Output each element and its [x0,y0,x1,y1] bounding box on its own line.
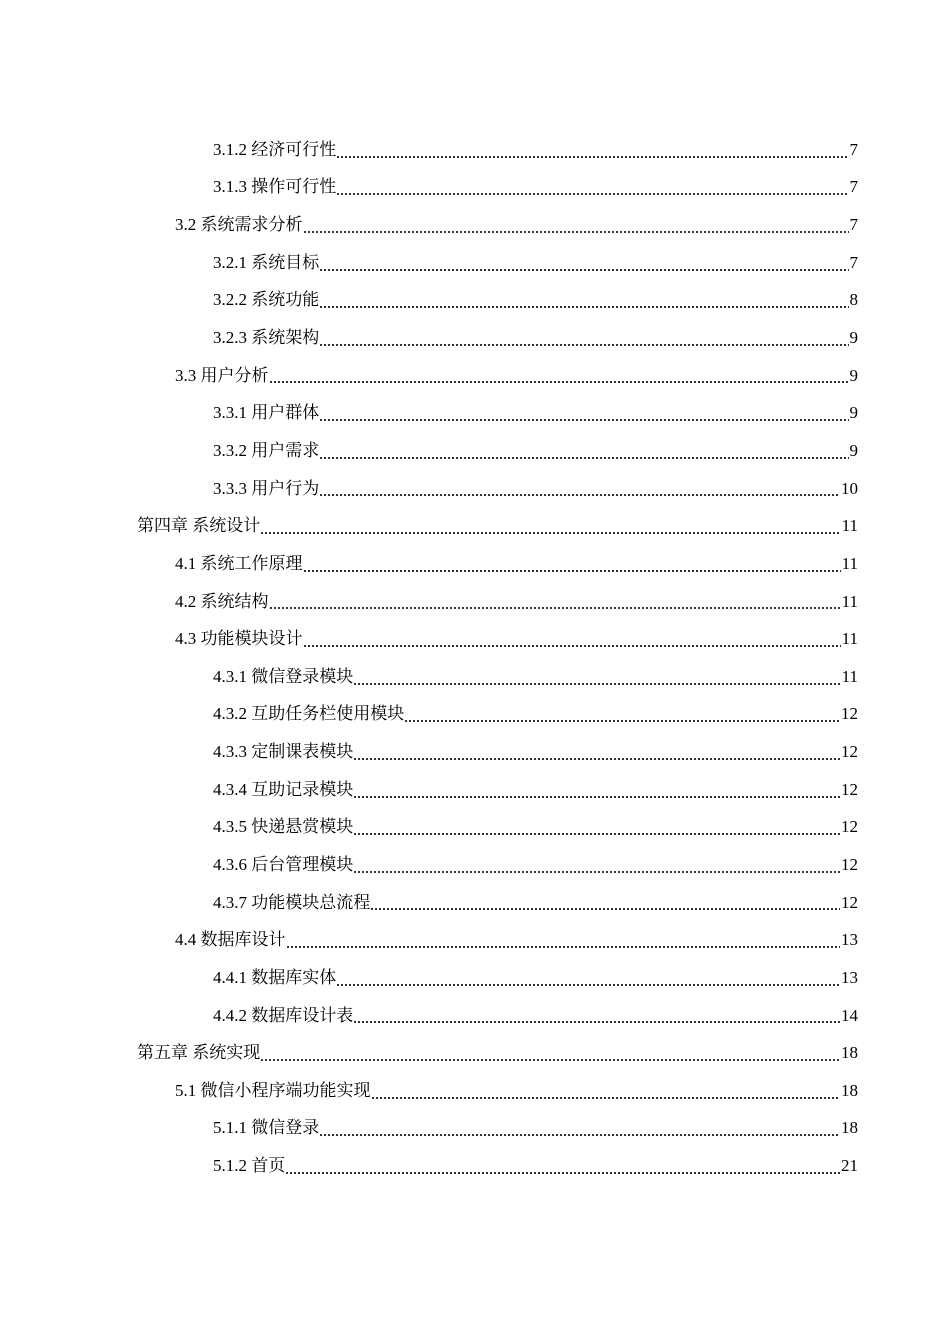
toc-dot-leader [336,141,848,161]
toc-entry[interactable] [0,620,950,658]
toc-entry-page-number: 11 [841,666,858,686]
toc-entry[interactable] [0,1034,950,1072]
toc-entry-page-number: 13 [841,930,858,950]
toc-entry-label: 3.1.3 操作可行性 [213,177,337,197]
toc-entry-page-number: 11 [841,629,858,649]
toc-entry[interactable] [0,470,950,508]
toc-entry-label: 3.3.2 用户需求 [213,440,320,460]
toc-entry-label: 4.4.1 数据库实体 [213,967,337,987]
toc-dot-leader [336,178,848,198]
toc-entry-page-number: 11 [841,516,858,536]
toc-entry[interactable] [0,921,950,959]
toc-entry-label: 4.3.7 功能模块总流程 [213,892,371,912]
toc-entry-page-number: 18 [841,1080,858,1100]
toc-dot-leader [319,479,840,499]
toc-dot-leader [353,856,840,876]
toc-dot-leader [260,1044,840,1064]
toc-entry-label: 5.1.2 首页 [213,1156,286,1176]
toc-entry-page-number: 11 [841,591,858,611]
toc-entry-label: 4.3.1 微信登录模块 [213,666,354,686]
toc-dot-leader [404,705,840,725]
toc-entry-page-number: 12 [841,704,858,724]
toc-dot-leader [269,592,841,612]
toc-dot-leader [370,893,840,913]
toc-entry-page-number: 7 [849,139,858,159]
toc-entry-label: 3.2.2 系统功能 [213,290,320,310]
toc-entry[interactable] [0,206,950,244]
toc-entry-label: 3.3.3 用户行为 [213,478,320,498]
toc-entry[interactable] [0,696,950,734]
toc-dot-leader [319,404,848,424]
toc-entry[interactable] [0,244,950,282]
toc-entry-page-number: 7 [849,215,858,235]
toc-entry-page-number: 12 [841,742,858,762]
toc-entry-page-number: 9 [849,403,858,423]
toc-dot-leader [319,329,848,349]
toc-entry-page-number: 9 [849,328,858,348]
toc-entry-page-number: 7 [849,252,858,272]
toc-entry-label: 4.3.5 快递悬赏模块 [213,817,354,837]
toc-entry-label: 3.2.1 系统目标 [213,252,320,272]
toc-dot-leader [303,555,841,575]
toc-entry-label: 3.1.2 经济可行性 [213,139,337,159]
toc-entry-label: 3.2 系统需求分析 [175,215,303,235]
toc-dot-leader [269,366,849,386]
toc-entry-label: 3.3 用户分析 [175,365,269,385]
toc-entry-label: 4.4.2 数据库设计表 [213,1005,354,1025]
toc-entry[interactable] [0,545,950,583]
toc-dot-leader [303,630,841,650]
toc-entry-page-number: 11 [841,553,858,573]
toc-dot-leader [319,442,848,462]
toc-entry[interactable] [0,583,950,621]
toc-entry[interactable] [0,507,950,545]
toc-entry[interactable] [0,1072,950,1110]
toc-entry[interactable] [0,282,950,320]
toc-entry[interactable] [0,432,950,470]
toc-entry-label: 4.3.2 互助任务栏使用模块 [213,704,405,724]
toc-entry[interactable] [0,846,950,884]
toc-entry[interactable] [0,131,950,169]
toc-entry-page-number: 8 [849,290,858,310]
toc-dot-leader [286,931,841,951]
toc-entry-label: 3.3.1 用户群体 [213,403,320,423]
toc-entry-page-number: 9 [849,365,858,385]
toc-dot-leader [353,818,840,838]
toc-entry[interactable] [0,771,950,809]
toc-entry-label: 第四章 系统设计 [137,516,261,536]
toc-dot-leader [353,668,840,688]
toc-entry[interactable] [0,809,950,847]
toc-entry-label: 4.4 数据库设计 [175,930,286,950]
toc-entry[interactable] [0,357,950,395]
toc-entry-page-number: 10 [841,478,858,498]
toc-entry-label: 5.1.1 微信登录 [213,1118,320,1138]
toc-dot-leader [353,781,840,801]
toc-entry-label: 5.1 微信小程序端功能实现 [175,1080,371,1100]
toc-entry-label: 4.3.4 互助记录模块 [213,779,354,799]
toc-dot-leader [319,1119,840,1139]
toc-entry-label: 第五章 系统实现 [137,1043,261,1063]
toc-entry[interactable] [0,884,950,922]
toc-dot-leader [319,291,848,311]
toc-entry-page-number: 18 [841,1043,858,1063]
toc-entry-label: 4.3.3 定制课表模块 [213,742,354,762]
toc-entry-page-number: 9 [849,440,858,460]
toc-entry[interactable] [0,319,950,357]
toc-entry-page-number: 12 [841,892,858,912]
toc-dot-leader [371,1082,841,1102]
toc-dot-leader [336,969,840,989]
toc-entry-page-number: 14 [841,1005,858,1025]
toc-entry[interactable] [0,1110,950,1148]
toc-dot-leader [319,254,848,274]
toc-entry-label: 4.1 系统工作原理 [175,553,303,573]
toc-dot-leader [303,216,849,236]
toc-entry[interactable] [0,658,950,696]
toc-entry[interactable] [0,733,950,771]
toc-entry-label: 4.2 系统结构 [175,591,269,611]
toc-entry[interactable] [0,394,950,432]
toc-entry-label: 4.3.6 后台管理模块 [213,854,354,874]
toc-dot-leader [285,1157,840,1177]
toc-entry[interactable] [0,1147,950,1185]
toc-entry-page-number: 13 [841,967,858,987]
toc-entry-page-number: 7 [849,177,858,197]
toc-entry-page-number: 12 [841,854,858,874]
toc-entry-page-number: 21 [841,1156,858,1176]
table-of-contents [0,131,950,1185]
toc-entry-label: 3.2.3 系统架构 [213,328,320,348]
toc-entry-page-number: 18 [841,1118,858,1138]
toc-entry[interactable] [0,169,950,207]
toc-entry-label: 4.3 功能模块设计 [175,629,303,649]
toc-entry[interactable] [0,997,950,1035]
toc-dot-leader [353,1006,840,1026]
toc-entry[interactable] [0,959,950,997]
toc-dot-leader [353,743,840,763]
toc-dot-leader [260,517,840,537]
toc-entry-page-number: 12 [841,817,858,837]
toc-entry-page-number: 12 [841,779,858,799]
